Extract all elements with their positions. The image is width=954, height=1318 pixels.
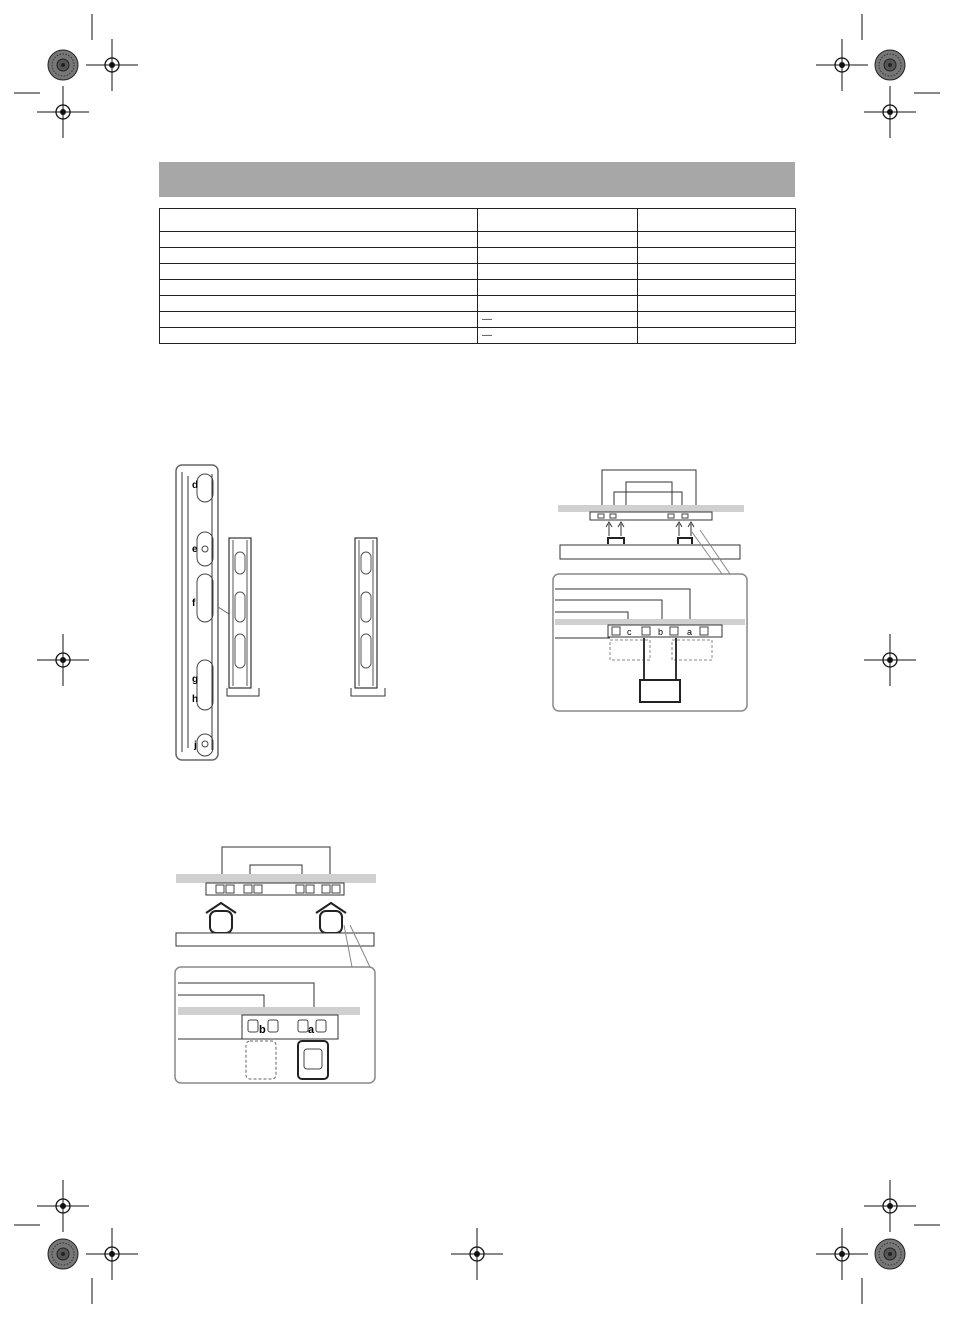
label-d: d (192, 480, 199, 491)
crosshair-icon (86, 39, 138, 91)
table-cell (478, 209, 638, 232)
label-e: e (192, 544, 198, 555)
color-registration-bottom-left (48, 1239, 78, 1269)
label-f: f (192, 598, 196, 609)
callout-label-a: a (687, 627, 693, 637)
table-cell (478, 232, 638, 248)
table-cell (638, 248, 796, 264)
table-cell (638, 328, 796, 344)
table-cell (638, 312, 796, 328)
spec-table (159, 208, 796, 344)
color-registration-top-left (48, 50, 78, 80)
crosshair-icon (37, 1180, 89, 1232)
table-cell: — (478, 328, 638, 344)
table-cell (638, 232, 796, 248)
table-cell (160, 296, 478, 312)
table-cell (160, 248, 478, 264)
table-cell (638, 280, 796, 296)
callout-label-c: c (627, 627, 632, 637)
table-cell (160, 328, 478, 344)
table-row (160, 264, 796, 280)
callout-label-b: b (658, 627, 664, 637)
table-row (160, 296, 796, 312)
table-row (160, 328, 796, 344)
bottom-callout-label-a: a (308, 1024, 315, 1036)
table-row (160, 280, 796, 296)
color-registration-bottom-right (875, 1239, 905, 1269)
crosshair-icon (864, 634, 916, 686)
side-bracket-figure (165, 462, 395, 764)
crosshair-icon (816, 1228, 868, 1280)
table-cell (478, 280, 638, 296)
crosshair-icon (864, 1180, 916, 1232)
crosshair-icon (37, 634, 89, 686)
table-cell (478, 264, 638, 280)
label-g: g (192, 674, 199, 685)
color-registration-top-right (875, 50, 905, 80)
crosshair-icon (86, 1228, 138, 1280)
label-j: j (194, 740, 197, 751)
top-mounting-figure (550, 462, 750, 714)
table-row (160, 232, 796, 248)
table-cell (638, 264, 796, 280)
bottom-mounting-figure (172, 843, 378, 1085)
label-h: h (192, 694, 199, 705)
table-cell (160, 264, 478, 280)
table-cell (478, 296, 638, 312)
table-header-row (160, 209, 796, 232)
crosshair-icon (37, 86, 89, 138)
crosshair-icon (816, 39, 868, 91)
table-cell (160, 209, 478, 232)
crosshair-icon (864, 86, 916, 138)
table-cell (160, 312, 478, 328)
table-cell (638, 209, 796, 232)
table-cell (478, 248, 638, 264)
table-cell: — (478, 312, 638, 328)
table-cell (638, 296, 796, 312)
crosshair-icon (451, 1228, 503, 1280)
bottom-callout-label-b: b (259, 1024, 266, 1036)
table-row (160, 248, 796, 264)
table-row (160, 312, 796, 328)
table-cell (160, 232, 478, 248)
section-header-bar (159, 162, 795, 197)
table-cell (160, 280, 478, 296)
